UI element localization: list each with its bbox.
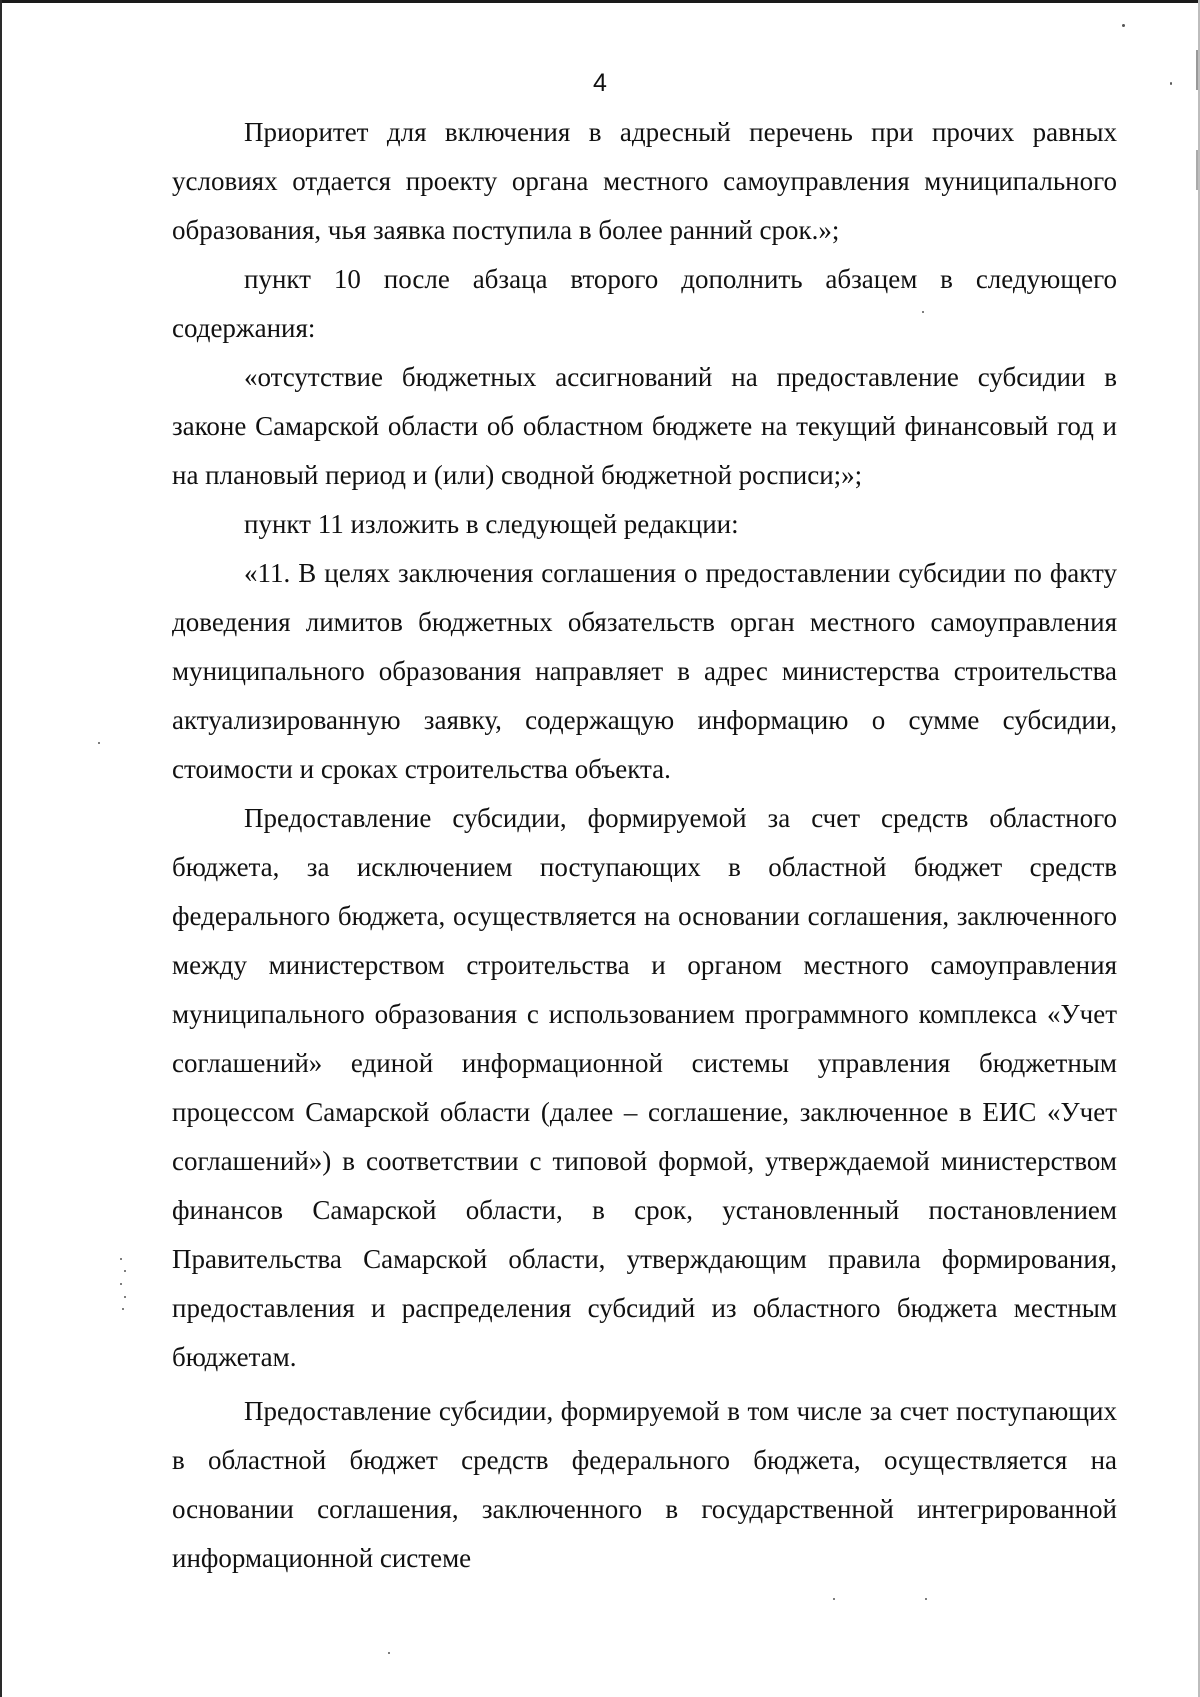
paragraph-item-10: пункт 10 после абзаца второго дополнить абзацем в следующего содержания: [172,264,1117,343]
page-number: 4 [593,69,607,97]
scan-speck [922,311,924,313]
paragraph-quote-absence: «отсутствие бюджетных ассигнований на предоставление субсидии в законе Самарской области об областном бюджете на текущий финансовый год и на плановый период и (или) сводной бюджетной росписи;»; [172,362,1117,490]
scan-speck [833,1598,835,1600]
scan-speck [1170,82,1172,85]
scan-edge-top [0,0,1200,3]
scan-speck [388,1652,390,1654]
scan-speck [124,1270,126,1272]
scan-speck [124,1296,126,1298]
scan-speck [98,742,100,744]
scan-speck [925,1598,927,1600]
paragraph-priority: Приоритет для включения в адресный перечень при прочих равных условиях отдается проекту органа местного самоуправления муниципального образования, чья заявка поступила в более ранний срок.»; [172,117,1117,245]
scan-speck [1196,50,1198,90]
document-body [172,108,1117,1583]
paragraph-item-11: пункт 11 изложить в следующей редакции: [244,509,739,539]
paragraph-federal-subsidy: Предоставление субсидии, формируемой в том числе за счет поступающих в областной бюджет средств федерального бюджета, осуществляется на основании соглашения, заключенного в государственной интегрированной информационной системе [172,1396,1117,1573]
scan-speck [1196,150,1198,190]
scan-edge-left [0,0,2,1697]
paragraph-clause-11: «11. В целях заключения соглашения о предоставлении субсидии по факту доведения лимитов бюджетных обязательств орган местного самоуправления муниципального образования направляет в адрес министерства строительства актуализированную заявку, содержащую информацию о сумме субсидии, стоимости и сроках строительства объекта. [172,558,1117,784]
paragraph-regional-subsidy: Предоставление субсидии, формируемой за счет средств областного бюджета, за исключением поступающих в областной бюджет средств федерального бюджета, осуществляется на основании соглашения, заключенного между министерством строительства и органом местного самоуправления муниципального образования с использованием программного комплекса «Учет соглашений» единой информационной системы управления бюджетным процессом Самарской области (далее – соглашение, заключенное в ЕИС «Учет соглашений») в соответствии с типовой формой, утверждаемой министерством финансов Самарской области, в срок, установленный постановлением Правительства Самарской области, утверждающим правила формирования, предоставления и распределения субсидий из областного бюджета местным бюджетам. [172,803,1117,1372]
scan-speck [1122,24,1125,27]
scan-speck [120,1258,122,1260]
scan-speck [122,1308,124,1310]
scan-speck [120,1283,122,1285]
